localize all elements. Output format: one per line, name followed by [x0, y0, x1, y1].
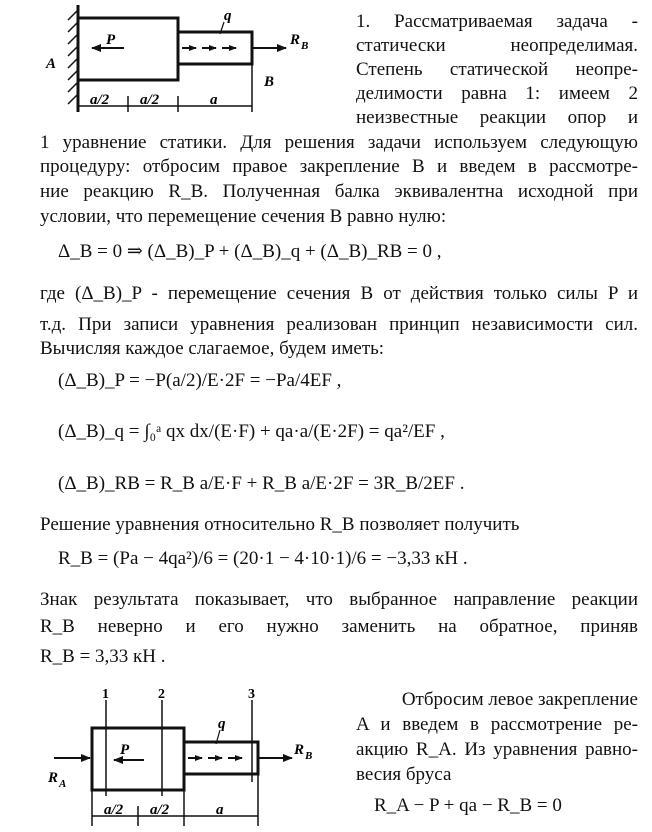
dimension-lines [92, 774, 258, 826]
label-p: P [120, 742, 130, 758]
equation-3: (Δ_B)_q = ∫₀ᵃ qx dx/(E·F) + qa·a/(E·2F) = qa²/EF , [58, 421, 445, 442]
p1-line-3: Степень статической неопре- [356, 59, 638, 80]
label-q: q [224, 8, 232, 24]
p2-line-3: Вычисляя каждое слагаемое, будем иметь: [40, 338, 385, 359]
p1-line-2: статически неопределимая. [356, 35, 638, 56]
equation-2: (Δ_B)_P = −P(a/2)/E·2F = −Pa/4EF , [58, 370, 342, 391]
p5-line-1: Отбросим левое закрепление [401, 689, 638, 710]
p1-line-5: неизвестные реакции опор и [356, 107, 638, 128]
figure-top-bar-diagram [40, 0, 340, 118]
label-p: P [106, 32, 116, 48]
label-rb: R [290, 32, 301, 48]
dim-a: a [216, 802, 224, 818]
label-rb: R [294, 742, 305, 758]
p1-line-7: процедуру: отбросим правое закрепление B и введем в рассмотре- [40, 156, 638, 177]
p1-line-9: условии, что перемещение сечения B равно нулю: [40, 206, 447, 227]
equation-4: (Δ_B)_RB = R_B a/E·F + R_B a/E·2F = 3R_B/2EF . [58, 473, 465, 494]
paragraph-3: Решение уравнения относительно R_B позволяет получить [40, 514, 520, 535]
dim-a-half-2: a/2 [140, 92, 160, 108]
p5-line-3: акцию R_A. Из уравнения равно- [356, 739, 638, 760]
label-rb-sub: B [301, 40, 309, 52]
p1-line-1: 1. Рассматриваемая задача - [356, 11, 638, 32]
label-ra: R [48, 770, 59, 786]
p1-line-4: делимости равна 1: имеем 2 [356, 83, 638, 104]
p2-line-1: где (Δ_B)_P - перемещение сечения B от действия только силы P и [40, 283, 638, 304]
dim-a-half-1: a/2 [104, 802, 124, 818]
p2-line-2: т.д. При записи уравнения реализован принцип независимости сил. [40, 314, 638, 335]
p4-line-3: R_B = 3,33 кН . [40, 646, 166, 667]
equation-6: R_A − P + qa − R_B = 0 [374, 795, 562, 816]
label-q: q [218, 716, 226, 732]
equation-1: Δ_B = 0 ⇒ (Δ_B)_P + (Δ_B)_q + (Δ_B)_RB = 0 , [58, 241, 442, 262]
figure-bottom-bar-diagram [40, 686, 340, 832]
p1-line-6: 1 уравнение статики. Для решения задачи используем следующую [40, 132, 638, 153]
p4-line-2: R_B неверно и его нужно заменить на обратное, приняв [40, 616, 638, 637]
equation-5: R_B = (Pa − 4qa²)/6 = (20·1 − 4·10·1)/6 = −3,33 кН . [58, 548, 468, 569]
section-label-3: 3 [248, 687, 255, 702]
p5-line-4: весия бруса [356, 764, 452, 785]
label-a-support: A [46, 56, 57, 72]
dim-a-half-2: a/2 [150, 802, 170, 818]
label-ra-sub: A [59, 778, 67, 790]
label-rb-sub: B [305, 750, 313, 762]
section-label-2: 2 [158, 687, 165, 702]
dim-a-half-1: a/2 [90, 92, 110, 108]
section-label-1: 1 [102, 687, 109, 702]
label-b-support: B [264, 74, 275, 90]
dim-a: a [210, 92, 218, 108]
p5-line-2: A и введем в рассмотрение ре- [356, 714, 638, 735]
p4-line-1: Знак результата показывает, что выбранное направление реакции [40, 589, 638, 610]
p1-line-8: ние реакцию R_B. Полученная балка эквивалентна исходной при [40, 181, 638, 202]
